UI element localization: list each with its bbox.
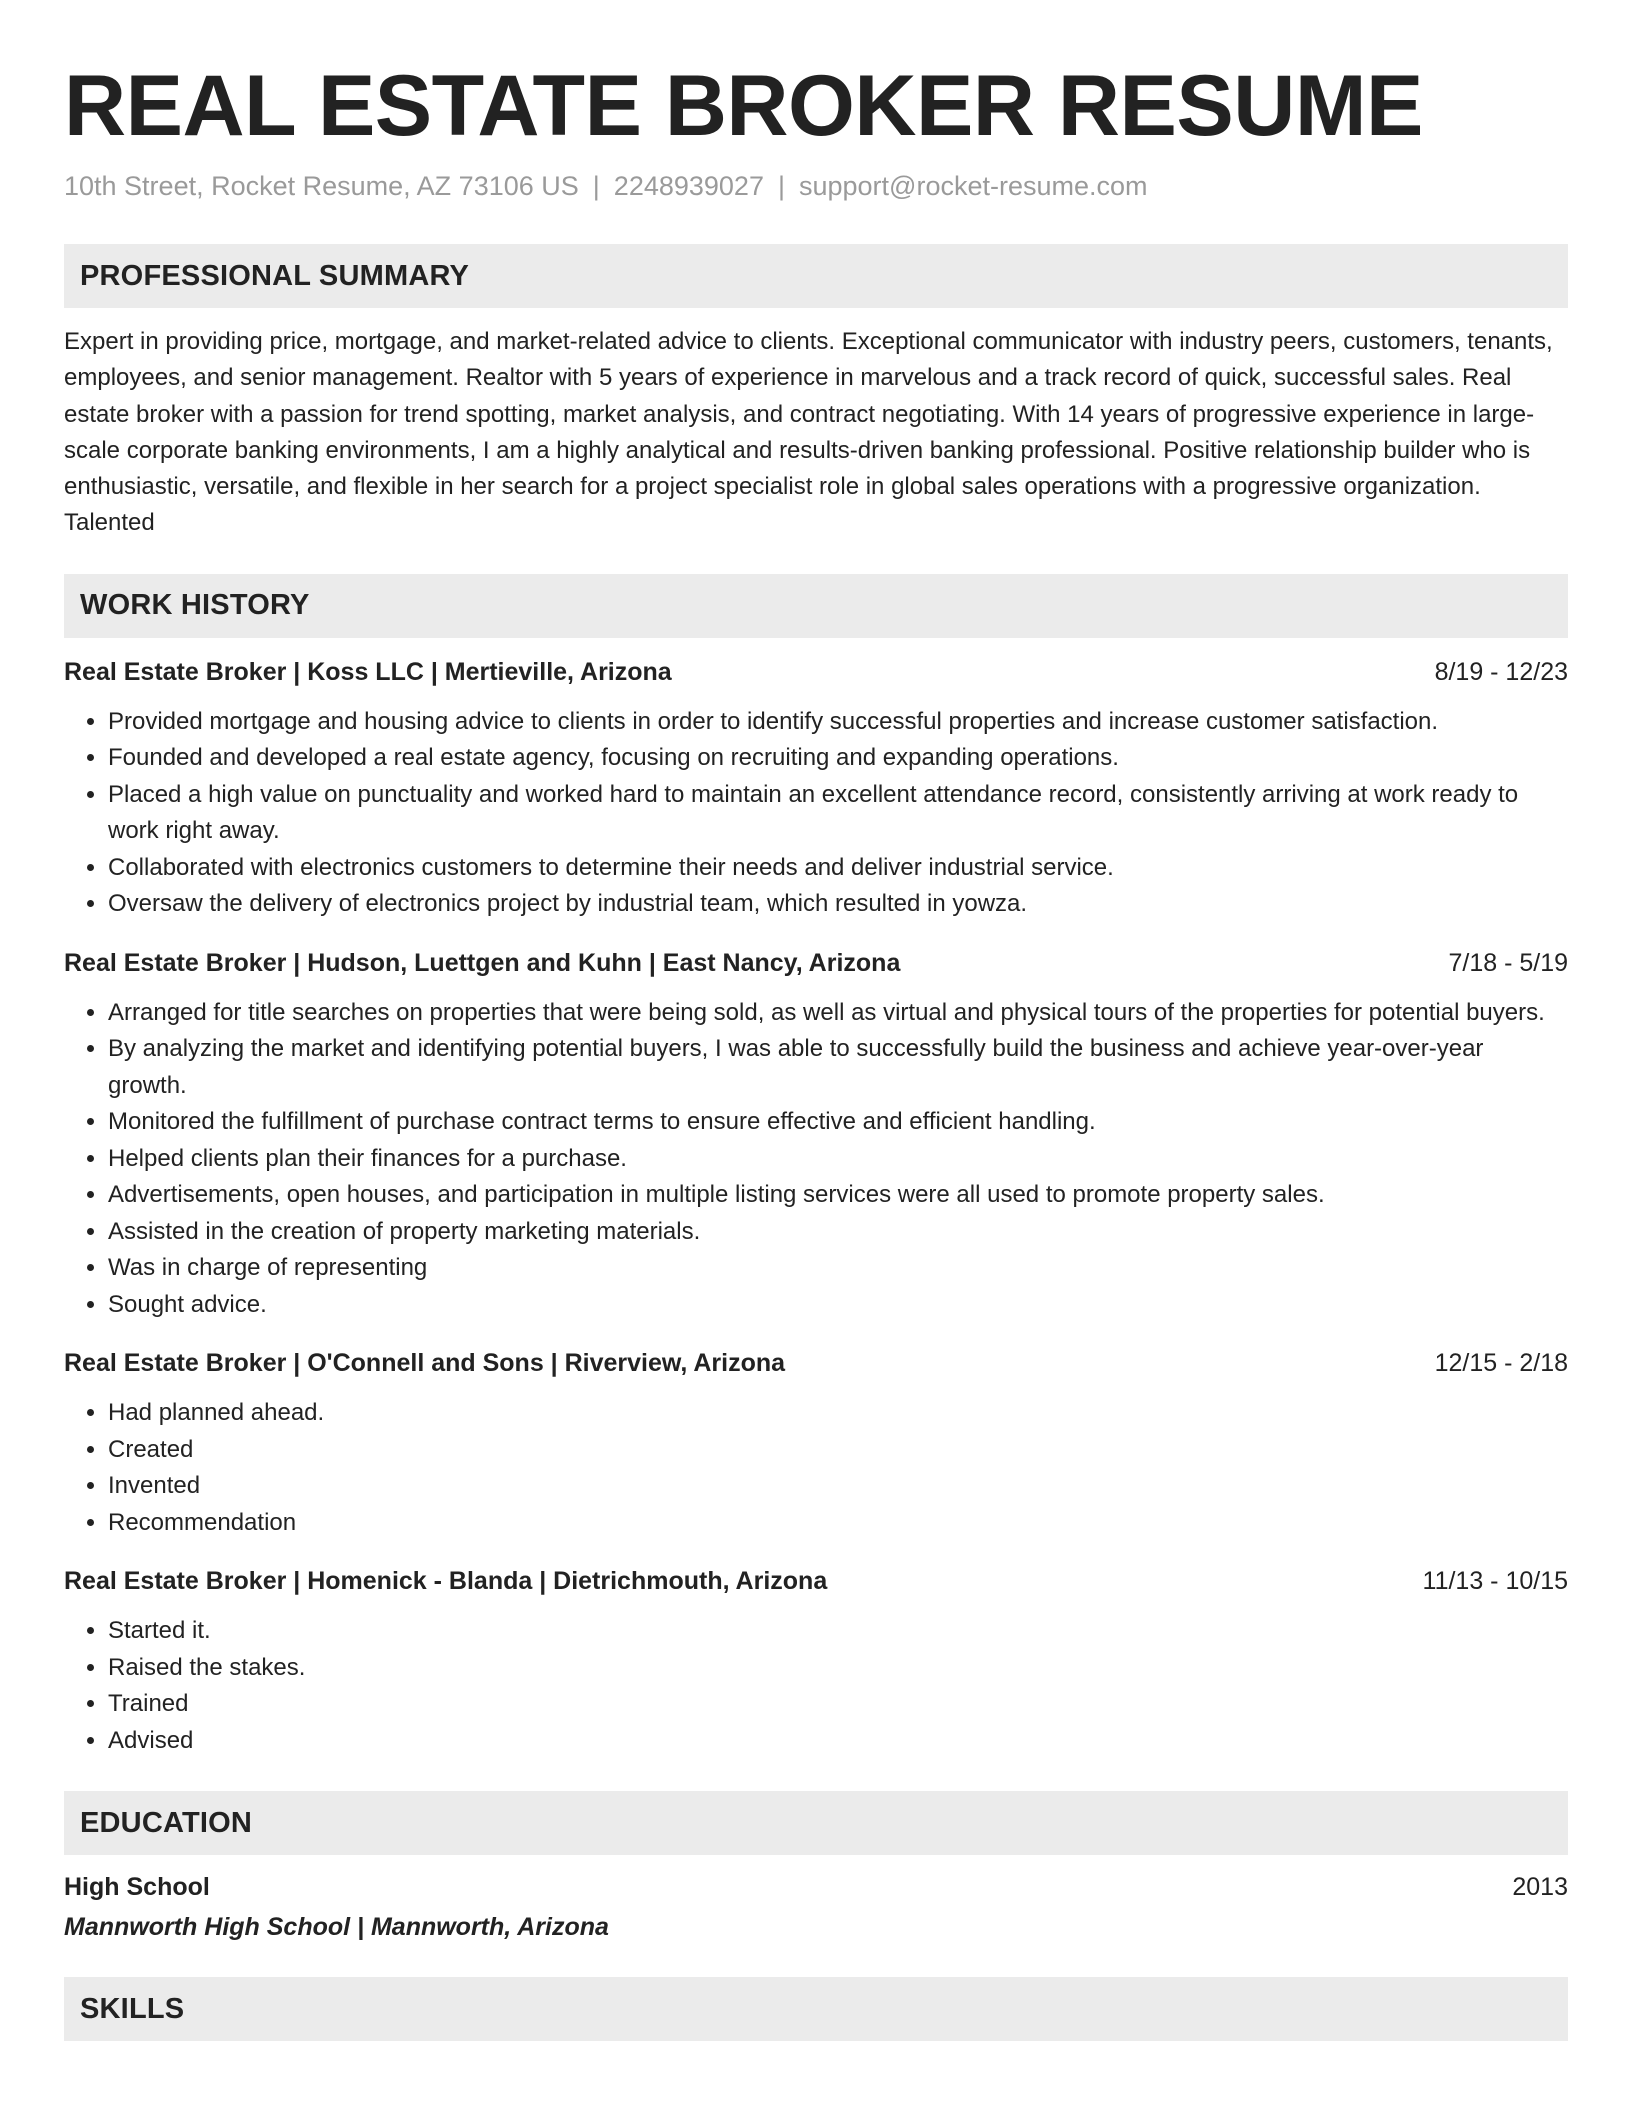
job-bullets — [64, 1395, 1568, 1541]
job-bullet: • Created — [108, 1432, 1568, 1469]
job-title: Real Estate Broker | Hudson, Luettgen and Kuhn | East Nancy, Arizona — [64, 948, 901, 977]
contact-separator: | — [592, 171, 600, 201]
job-bullet: • Arranged for title searches on properties that were being sold, as well as virtual and physical tours of the properties for potential buyers. — [108, 995, 1568, 1032]
education-school: Mannworth High School | Mannworth, Arizona — [64, 1913, 609, 1942]
education-section-header — [64, 1791, 1568, 1855]
job-bullet: • Started it. — [108, 1613, 1568, 1650]
job-bullet: • Advertisements, open houses, and participation in multiple listing services were all used to promote property sales. — [108, 1177, 1568, 1214]
education-heading: EDUCATION — [80, 1806, 253, 1839]
summary-section-header — [64, 244, 1568, 308]
job-title: Real Estate Broker | O'Connell and Sons | Riverview, Arizona — [64, 1349, 786, 1378]
job-entry — [64, 1563, 1568, 1759]
job-header — [64, 945, 1568, 981]
job-title: Real Estate Broker | Homenick - Blanda | Dietrichmouth, Arizona — [64, 1567, 828, 1596]
contact-line — [64, 168, 1568, 204]
work-section-header — [64, 574, 1568, 638]
contact-phone: 2248939027 — [613, 171, 764, 201]
job-header — [64, 654, 1568, 690]
contact-address: 10th Street, Rocket Resume, AZ 73106 US — [64, 171, 579, 201]
job-bullet: • Placed a high value on punctuality and worked hard to maintain an excellent attendance record, consistently arriving at work ready to work right away. — [108, 777, 1568, 850]
skills-section-header — [64, 1977, 1568, 2041]
work-heading: WORK HISTORY — [80, 589, 310, 622]
job-date: 8/19 - 12/23 — [1434, 657, 1568, 686]
job-bullet: • Monitored the fulfillment of purchase contract terms to ensure effective and efficient handling. — [108, 1104, 1568, 1141]
job-bullet: • By analyzing the market and identifying potential buyers, I was able to successfully build the business and achieve year-over-year growth. — [108, 1031, 1568, 1104]
job-bullet: • Assisted in the creation of property marketing materials. — [108, 1214, 1568, 1251]
job-header — [64, 1345, 1568, 1381]
job-bullets — [64, 704, 1568, 923]
job-bullet: • Oversaw the delivery of electronics project by industrial team, which resulted in yowza. — [108, 886, 1568, 923]
job-date: 7/18 - 5/19 — [1448, 948, 1568, 977]
job-bullet: • Helped clients plan their finances for a purchase. — [108, 1141, 1568, 1178]
job-bullet: • Sought advice. — [108, 1287, 1568, 1324]
job-bullet: • Collaborated with electronics customers to determine their needs and deliver industrial service. — [108, 850, 1568, 887]
job-bullets — [64, 1613, 1568, 1759]
skills-heading: SKILLS — [80, 1992, 185, 2025]
job-bullet: • Was in charge of representing — [108, 1250, 1568, 1287]
job-header — [64, 1563, 1568, 1599]
job-bullet: • Recommendation — [108, 1505, 1568, 1542]
education-degree: High School — [64, 1873, 210, 1902]
resume-page — [64, 0, 1568, 2041]
job-bullet: • Had planned ahead. — [108, 1395, 1568, 1432]
job-entry — [64, 1345, 1568, 1541]
job-bullet: • Invented — [108, 1468, 1568, 1505]
resume-title: REAL ESTATE BROKER RESUME — [64, 58, 1423, 154]
education-entry — [64, 1867, 1568, 1947]
contact-email: support@rocket-resume.com — [798, 171, 1148, 201]
summary-heading: PROFESSIONAL SUMMARY — [80, 259, 470, 292]
education-year: 2013 — [1512, 1873, 1568, 1902]
job-bullet: • Advised — [108, 1723, 1568, 1760]
job-entry — [64, 654, 1568, 923]
job-date: 11/13 - 10/15 — [1422, 1567, 1568, 1596]
job-bullet: • Trained — [108, 1686, 1568, 1723]
job-bullet: • Raised the stakes. — [108, 1650, 1568, 1687]
education-header — [64, 1867, 1568, 1907]
contact-separator: | — [777, 171, 785, 201]
job-date: 12/15 - 2/18 — [1434, 1349, 1568, 1378]
job-list — [64, 654, 1568, 1760]
summary-text: Expert in providing price, mortgage, and market-related advice to clients. Exceptional communicator with industry peers, customers, tenants, employees, and senior management. Realtor with 5 years of experience in marvelous and a track record of quick, successful sales. Real estate broker with a passion for trend spotting, market analysis, and contract negotiating. With 14 years of progressive experience in large-scale corporate banking environments, I am a highly analytical and results-driven banking professional. Positive relationship builder who is enthusiastic, versatile, and flexible in her search for a project specialist role in global sales operations with a progressive organization. Talented — [64, 328, 1553, 537]
job-bullet: • Founded and developed a real estate agency, focusing on recruiting and expanding operations. — [108, 740, 1568, 777]
job-entry — [64, 945, 1568, 1324]
job-bullet: • Provided mortgage and housing advice to clients in order to identify successful properties and increase customer satisfaction. — [108, 704, 1568, 741]
job-title: Real Estate Broker | Koss LLC | Mertieville, Arizona — [64, 657, 672, 686]
job-bullets — [64, 995, 1568, 1324]
